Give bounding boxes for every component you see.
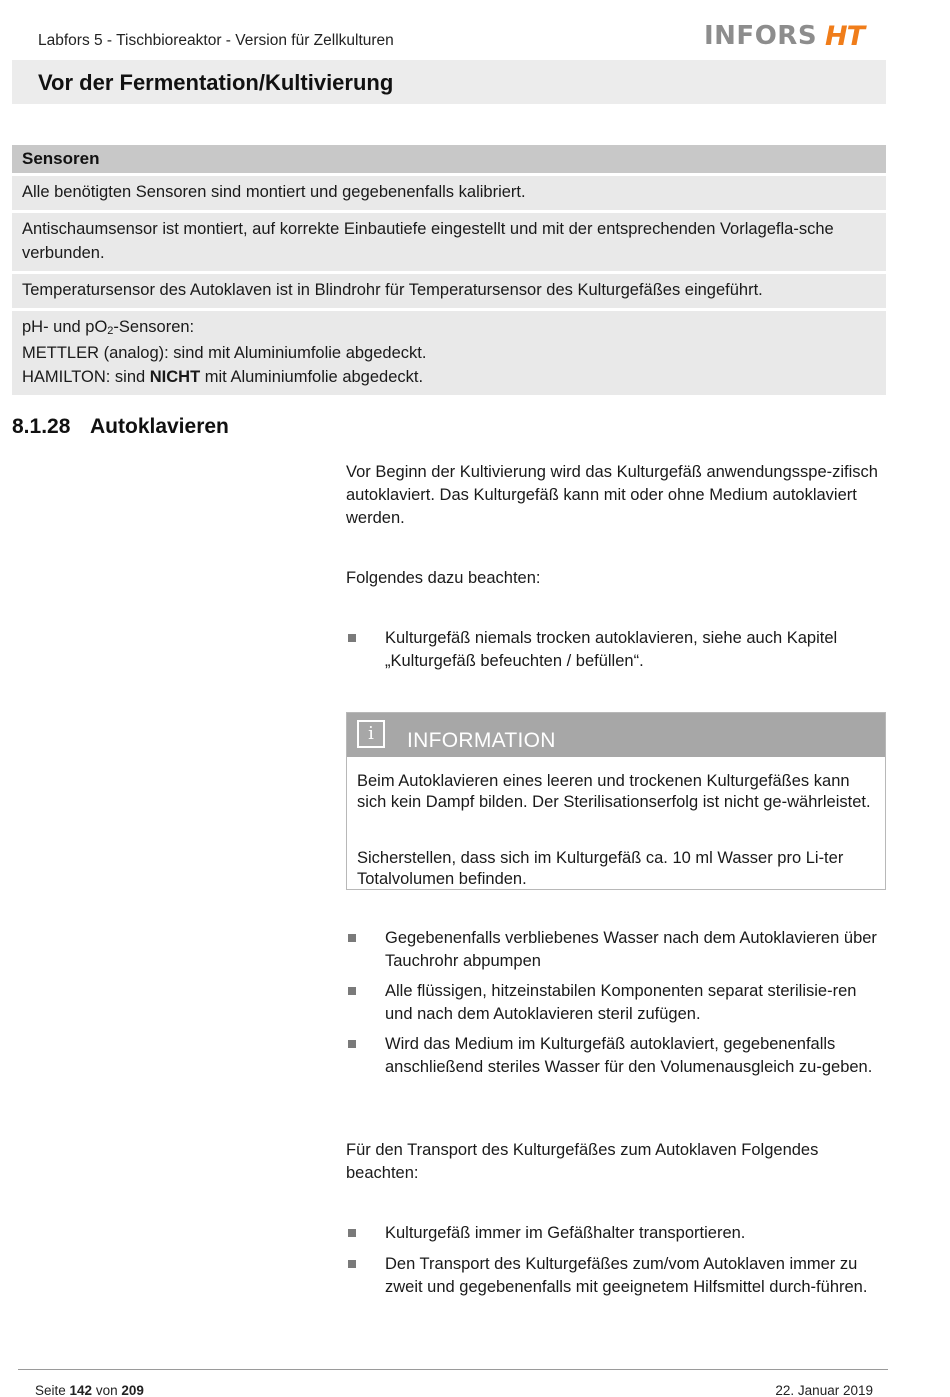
section-header-bar [12,60,886,104]
document-date: 22. Januar 2019 [775,1383,873,1397]
list-item-text: Kulturgefäß immer im Gefäßhalter transportieren. [385,1224,746,1242]
hamilton-text-end: mit Aluminiumfolie abgedeckt. [200,368,424,386]
document-title: Labfors 5 - Tischbioreaktor - Version für Zellkulturen [38,32,394,49]
page-number [35,1383,144,1397]
intro-paragraph: Vor Beginn der Kultivierung wird das Kulturgefäß anwendungsspe-zifisch autoklaviert. Das Kulturgefäß kann mit oder ohne Medium autoklaviert werden. [346,463,878,527]
infors-ht-logo [704,20,864,52]
sensor-checklist-table [12,145,886,398]
list-item-text: Den Transport des Kulturgefäßes zum/vom Autoklaven immer zu zweit und gegebenenfalls mit geeignetem Hilfsmittel durch-führen. [385,1255,868,1296]
hamilton-line [22,365,876,389]
information-label: INFORMATION [407,729,556,752]
logo-suffix: HT [825,20,865,52]
information-box [346,712,886,890]
subsection-title: Autoklavieren [90,415,229,438]
list-item [346,627,886,673]
page-separator: von [92,1383,122,1397]
table-row: Alle benötigten Sensoren sind montiert und gegebenenfalls kalibriert. [12,176,886,210]
transport-intro: Für den Transport des Kulturgefäßes zum Autoklaven Folgendes beachten: [346,1141,819,1182]
list-item-text: Gegebenenfalls verbliebenes Wasser nach dem Autoklavieren über Tauchrohr abpumpen [385,929,877,970]
information-header [347,713,885,757]
ph-line [22,315,876,341]
note-intro: Folgendes dazu beachten: [346,569,541,587]
table-row: Antischaumsensor ist montiert, auf korrekte Einbautiefe eingestellt und mit der entsprechenden Vorlagefla-sche verbunden. [12,213,886,271]
bullet-square-icon [348,987,356,995]
ph-text: pH- und pO [22,318,108,336]
bullet-square-icon [348,634,356,642]
ph-text-end: -Sensoren: [113,318,195,336]
table-heading: Sensoren [12,145,886,173]
table-row: Temperatursensor des Autoklaven ist in Blindrohr für Temperatursensor des Kulturgefäßes eingeführt. [12,274,886,308]
bullet-square-icon [348,1229,356,1237]
subsection-heading [12,415,229,439]
footer-divider [18,1369,888,1370]
bullet-square-icon [348,1040,356,1048]
information-paragraph: Sicherstellen, dass sich im Kulturgefäß ca. 10 ml Wasser pro Li-ter Totalvolumen befinden. [357,849,844,888]
current-page: 142 [69,1383,93,1397]
bullet-square-icon [348,934,356,942]
list-item [346,927,886,973]
bullet-square-icon [348,1260,356,1268]
subsection-number: 8.1.28 [12,415,71,438]
list-item [346,980,886,1026]
hamilton-text: HAMILTON: sind [22,368,150,386]
total-pages: 209 [121,1383,144,1397]
list-item-text: Alle flüssigen, hitzeinstabilen Komponenten separat sterilisie-ren und nach dem Autoklavieren steril zufügen. [385,982,857,1023]
list-item [346,1222,886,1245]
information-paragraph: Beim Autoklavieren eines leeren und trockenen Kulturgefäßes kann sich kein Dampf bilden. Der Sterilisationserfolg ist nicht ge-währleistet. [357,772,871,811]
logo-text: INFORS [704,21,818,51]
subscript: 2 [107,325,114,337]
mettler-line: METTLER (analog): sind mit Aluminiumfolie abgedeckt. [22,344,427,362]
section-title: Vor der Fermentation/Kultivierung [38,70,394,95]
list-item-text: Wird das Medium im Kulturgefäß autoklaviert, gegebenenfalls anschließend steriles Wasser für den Volumenausgleich zu-geben. [385,1035,873,1076]
info-icon: i [357,720,385,748]
table-row-ph-sensors [12,311,886,395]
list-item-text: Kulturgefäß niemals trocken autoklavieren, siehe auch Kapitel „Kulturgefäß befeuchten / befüllen“. [385,629,838,670]
list-item [346,1253,886,1299]
emphasis-not: NICHT [149,368,201,386]
list-item [346,1033,886,1079]
page-prefix: Seite [35,1383,70,1397]
